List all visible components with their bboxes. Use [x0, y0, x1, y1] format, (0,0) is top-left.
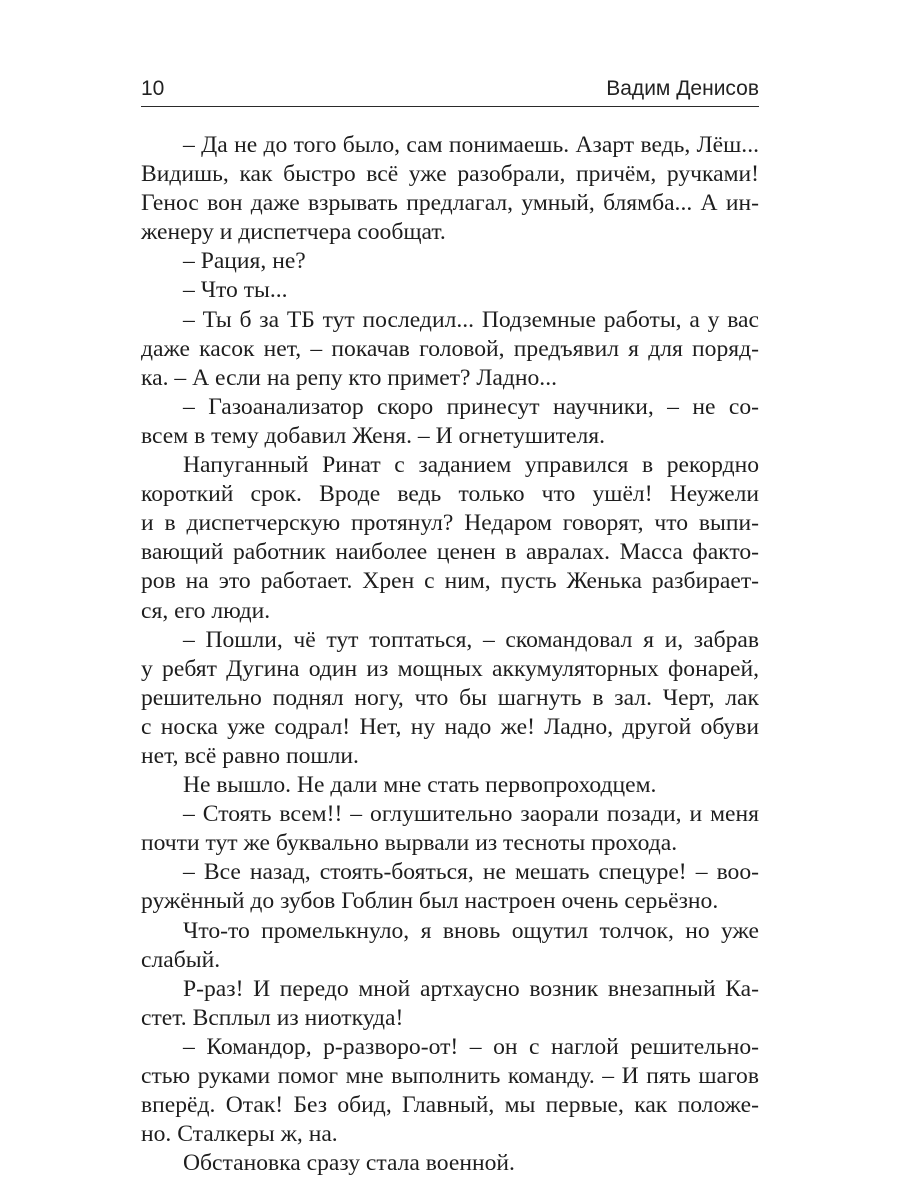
text-line: с носка уже содрал! Нет, ну надо же! Ладно, другой обуви	[141, 713, 759, 740]
text-line: – Что ты...	[183, 277, 288, 304]
text-line: Обстановка сразу стала военной.	[183, 1150, 515, 1177]
text-line: ружённый до зубов Гоблин был настроен очень серьёзно.	[141, 888, 719, 915]
text-line: почти тут же буквально вырвали из тесноты прохода.	[141, 830, 678, 857]
text-line: ров на это работает. Хрен с ним, пусть Женька разбирает-	[141, 568, 759, 595]
text-line: нет, всё равно пошли.	[141, 742, 359, 769]
text-line: – Командор, р-разворо-от! – он с наглой решительно-	[183, 1033, 759, 1060]
text-line: – Рация, не?	[183, 248, 306, 275]
text-line: всем в тему добавил Женя. – И огнетушителя.	[141, 422, 606, 449]
text-line: ка. – А если на репу кто примет? Ладно...	[141, 364, 558, 391]
text-line: стью руками помог мне выполнить команду. – И пять шагов	[141, 1063, 759, 1089]
text-line: короткий срок. Вроде ведь только что ушёл! Неужели	[141, 481, 759, 508]
page-number: 10	[141, 77, 165, 100]
text-line: – Да не до того было, сам понимаешь. Азарт ведь, Лёш...	[183, 132, 759, 158]
text-line: у ребят Дугина один из мощных аккумуляторных фонарей,	[141, 655, 759, 682]
text-line: решительно поднял ногу, что бы шагнуть в зал. Черт, лак	[141, 684, 759, 711]
text-line: слабый.	[141, 946, 221, 973]
text-line: Что-то промелькнуло, я вновь ощутил толчок, но уже	[183, 917, 759, 944]
text-line: – Газоанализатор скоро принесут научники, – не со-	[183, 393, 759, 420]
text-line: – Пошли, чё тут топтаться, – скомандовал я и, забрав	[183, 626, 759, 653]
text-line: но. Сталкеры ж, на.	[141, 1121, 338, 1148]
text-line: стет. Всплыл из ниоткуда!	[141, 1004, 404, 1031]
text-line: женеру и диспетчера сообщат.	[141, 219, 446, 246]
text-line: и в диспетчерскую протянул? Недаром говорят, что выпи-	[141, 510, 759, 537]
author-name: Вадим Денисов	[606, 77, 759, 100]
text-line: Напуганный Ринат с заданием управился в рекордно	[183, 452, 759, 479]
text-line: даже касок нет, – покачав головой, предъявил я для поряд-	[141, 335, 759, 362]
text-line: Р-раз! И передо мной артхаусно возник внезапный Ка-	[183, 975, 759, 1002]
text-line: ся, его люди.	[141, 597, 271, 624]
text-line: – Все назад, стоять-бояться, не мешать спецуре! – воо-	[183, 859, 759, 886]
text-line: Генос вон даже взрывать предлагал, умный, блямба... А ин-	[141, 190, 759, 217]
body-text	[141, 131, 759, 1178]
text-line: вперёд. Отак! Без обид, Главный, мы первые, как положе-	[141, 1092, 759, 1119]
text-line: Видишь, как быстро всё уже разобрали, причём, ручками!	[141, 161, 759, 188]
text-line: вающий работник наиболее ценен в авралах. Масса факто-	[141, 539, 759, 566]
text-line: – Стоять всем!! – оглушительно заорали позади, и меня	[183, 801, 759, 828]
running-header	[141, 76, 759, 107]
text-line: Не вышло. Не дали мне стать первопроходцем.	[183, 772, 657, 799]
text-line: – Ты б за ТБ тут последил... Подземные работы, а у вас	[183, 306, 759, 333]
